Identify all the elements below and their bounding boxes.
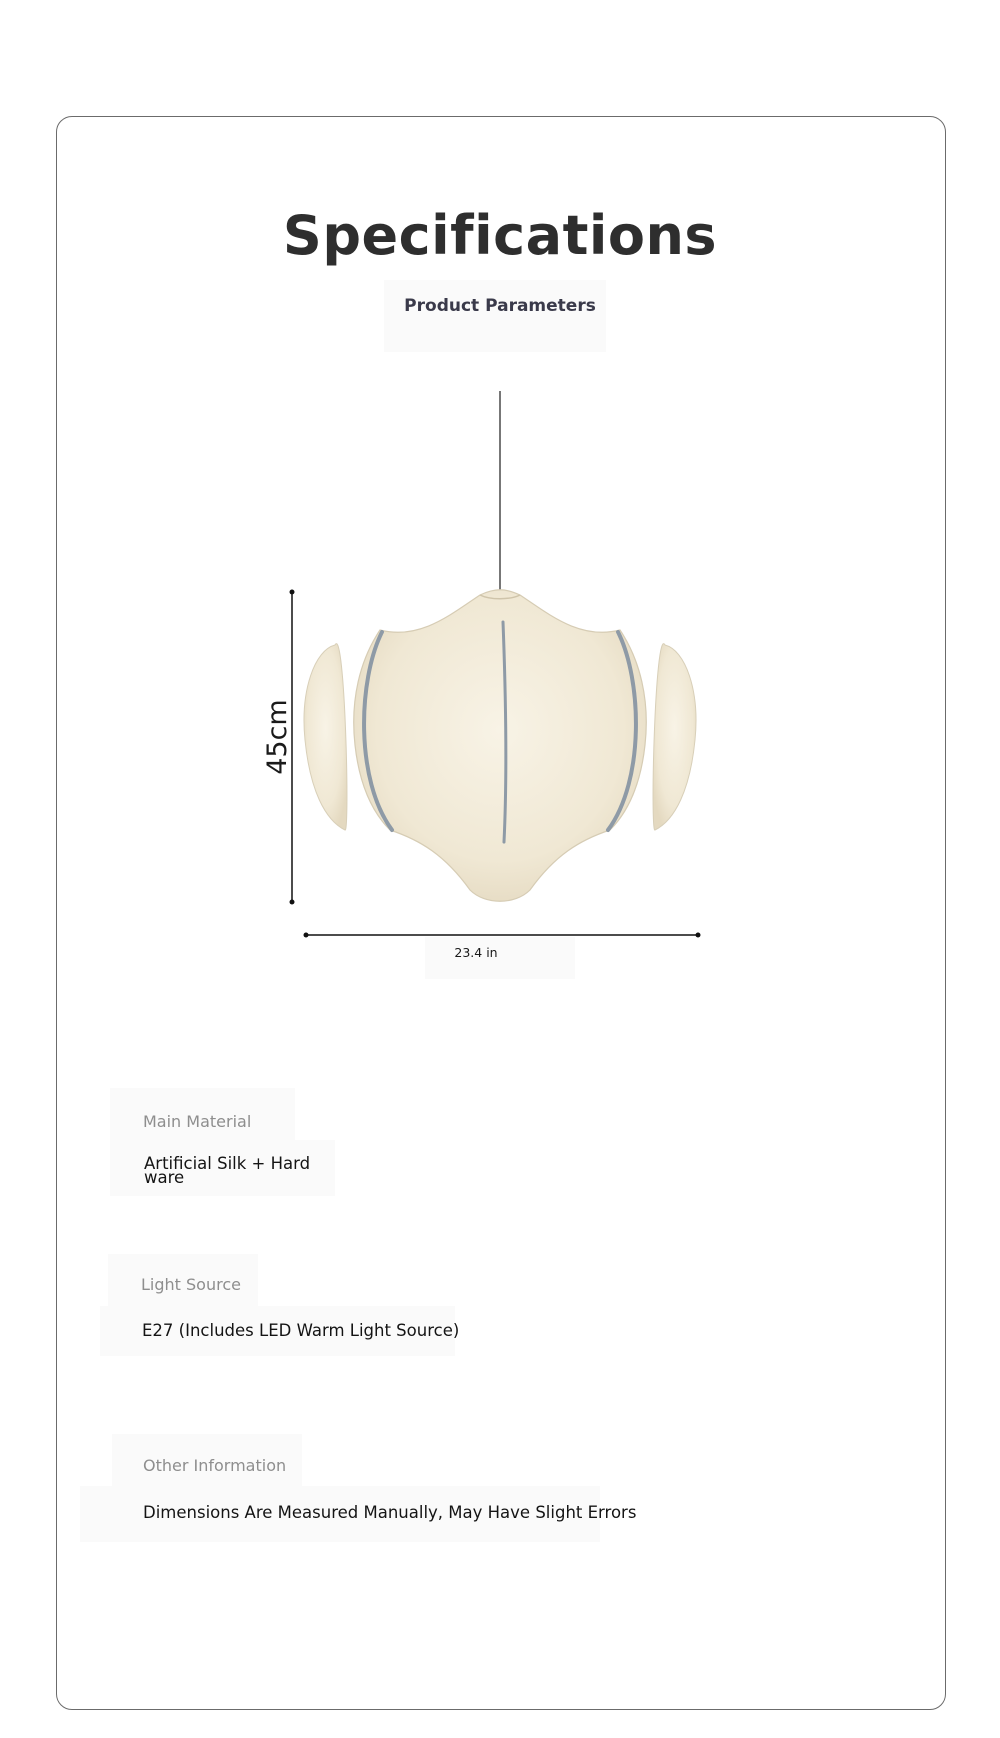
- spec-value-main-material-line1: Artificial Silk + Hard: [144, 1154, 311, 1173]
- spec-label-main-material: Main Material: [143, 1112, 252, 1131]
- height-label: 45cm: [262, 699, 293, 775]
- width-label: 23.4 in: [454, 945, 498, 960]
- spec-label-other-information: Other Information: [143, 1456, 287, 1475]
- page-title: Specifications: [282, 204, 718, 267]
- width-label-backdrop: [425, 937, 575, 979]
- spec-label-light-source: Light Source: [141, 1275, 241, 1294]
- width-dimension-line: [304, 933, 701, 938]
- page-subtitle: Product Parameters: [404, 296, 596, 316]
- spec-value-light-source: E27 (Includes LED Warm Light Source): [142, 1321, 460, 1340]
- spec-value-other-information: Dimensions Are Measured Manually, May Have Slight Errors: [143, 1503, 637, 1522]
- lamp-shade: [304, 590, 696, 902]
- lamp-dimension-figure: [240, 385, 720, 985]
- subtitle-backdrop: [384, 280, 606, 352]
- spec-value-main-material-line2: ware: [144, 1168, 185, 1187]
